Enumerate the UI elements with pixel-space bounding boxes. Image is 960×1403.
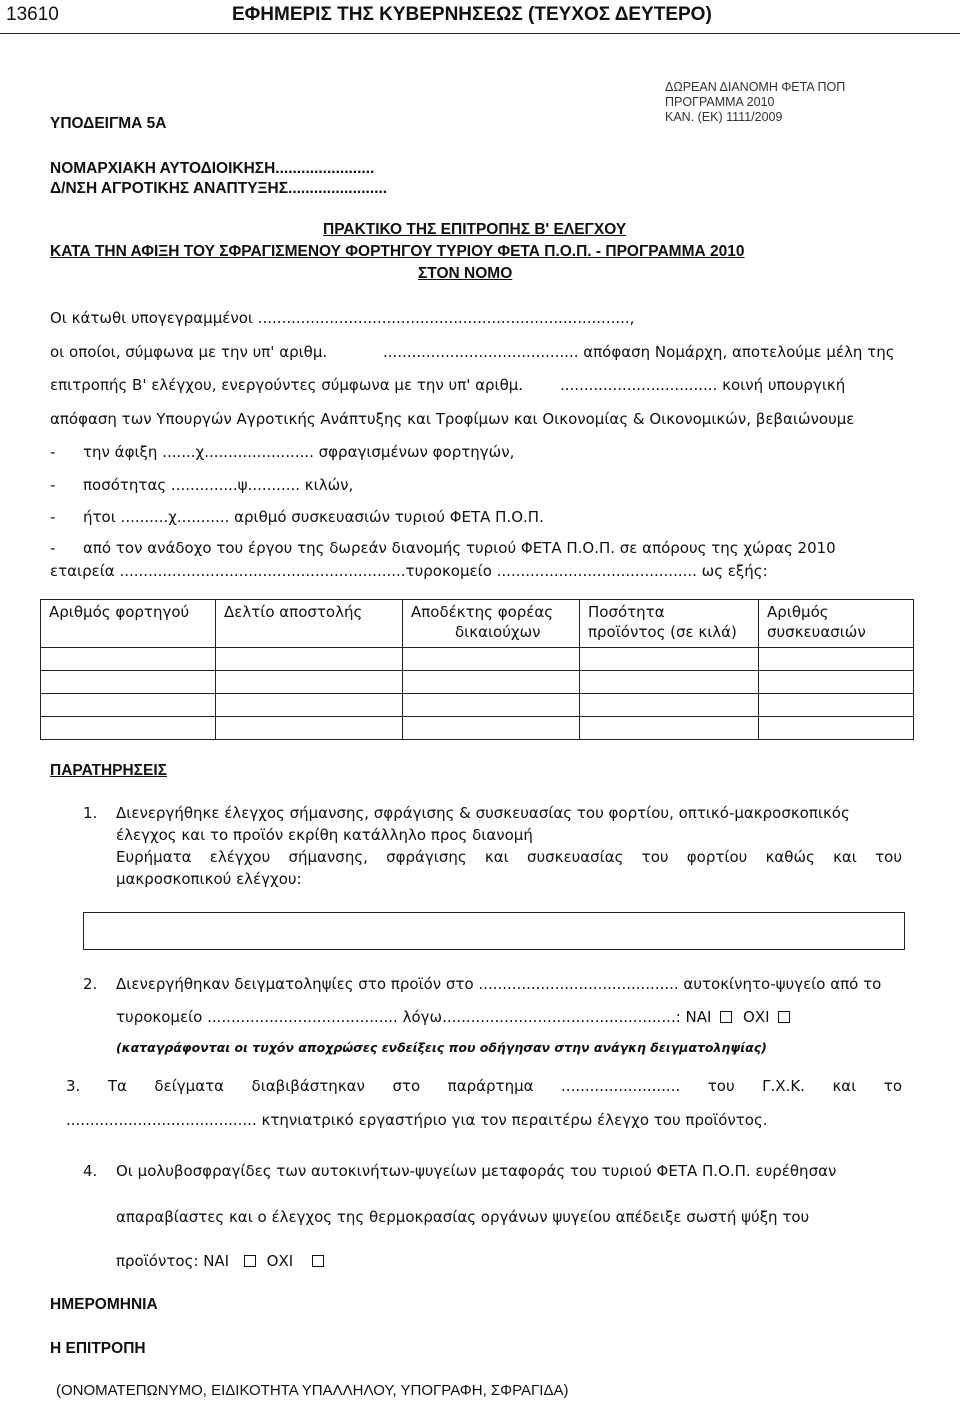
table-cell[interactable]	[759, 717, 914, 740]
yes-checkbox[interactable]	[244, 1255, 256, 1267]
trucks-table	[40, 599, 914, 740]
item-number: 2.	[83, 975, 98, 993]
corner-note-line: ΚΑΝ. (ΕΚ) 1111/2009	[665, 110, 783, 124]
remark-4-text: προϊόντος: ΝΑΙ	[116, 1252, 230, 1270]
no-checkbox[interactable]	[312, 1255, 324, 1267]
page-number: 13610	[6, 4, 59, 25]
gazette-title: ΕΦΗΜΕΡΙΣ ΤΗΣ ΚΥΒΕΡΝΗΣΕΩΣ (ΤΕΥΧΟΣ ΔΕΥΤΕΡΟ)	[232, 4, 712, 25]
remark-2-line	[116, 1008, 790, 1026]
table-cell[interactable]	[403, 648, 580, 671]
bullet-dash: -	[50, 476, 56, 494]
item-number: 1.	[83, 804, 98, 822]
signatories-line: Οι κάτωθι υπογεγραμμένοι ..............................................................................,	[50, 309, 635, 327]
directorate-line: Δ/ΝΣΗ ΑΓΡΟΤΙΚΗΣ ΑΝΑΠΤΥΞΗΣ.......................	[50, 180, 388, 197]
remark-2-text: τυροκομείο ........................................ λόγω.................................................: ΝΑΙ	[116, 1008, 712, 1026]
corner-note-line: ΔΩΡΕΑΝ ΔΙΑΝΟΜΗ ΦΕΤΑ ΠΟΠ	[665, 80, 846, 94]
corner-note	[665, 80, 845, 125]
header-text: Δελτίο αποστολής	[224, 603, 363, 621]
remark-4-line: απαραβίαστες και ο έλεγχος της θερμοκρασίας οργάνων ψυγείου απέδειξε σωστή ψύξη του	[116, 1208, 810, 1226]
bullet-dash: -	[50, 508, 56, 526]
table-cell[interactable]	[580, 694, 759, 717]
packages-line: ήτοι ..........χ........... αριθμό συσκευασιών τυριού ΦΕΤΑ Π.Ο.Π.	[83, 508, 544, 526]
table-cell[interactable]	[216, 648, 403, 671]
table-header-cell	[759, 600, 914, 648]
table-header-cell	[403, 600, 580, 648]
remark-4-line: Οι μολυβοσφραγίδες των αυτοκινήτων-ψυγείων μεταφοράς του τυριού ΦΕΤΑ Π.Ο.Π. ευρέθησαν	[116, 1162, 837, 1180]
table-cell[interactable]	[216, 671, 403, 694]
remark-1-line: Ευρήματα ελέγχου σήμανσης, σφράγισης και συσκευασίας του φορτίου καθώς και του	[116, 848, 902, 866]
table-cell[interactable]	[216, 717, 403, 740]
quantity-line: ποσότητας ..............ψ........... κιλών,	[83, 476, 354, 494]
decision-line-a: οι οποίοι, σύμφωνα με την υπ' αριθμ.	[50, 343, 328, 361]
remark-3-line: 3. Τα δείγματα διαβιβάστηκαν στο παράρτημα ......................... του Γ.Χ.Κ. και το	[66, 1077, 902, 1095]
table-cell[interactable]	[403, 671, 580, 694]
remark-3-line: ........................................ κτηνιατρικό εργαστήριο για τον περαιτέρω έλεγχο του προϊόντος.	[66, 1111, 768, 1129]
document-title: ΠΡΑΚΤΙΚΟ ΤΗΣ ΕΠΙΤΡΟΠΗΣ Β' ΕΛΕΓΧΟΥ	[323, 221, 627, 238]
table-header-cell	[41, 600, 216, 648]
signature-note: (ΟΝΟΜΑΤΕΠΩΝΥΜΟ, ΕΙΔΙΚΟΤΗΤΑ ΥΠΑΛΛΗΛΟΥ, ΥΠΟΓΡΑΦΗ, ΣΦΡΑΓΙΔΑ)	[56, 1382, 569, 1399]
table-header-cell	[580, 600, 759, 648]
table-row	[41, 671, 914, 694]
committee-line-b: ................................. κοινή υπουργική	[560, 376, 846, 394]
bullet-dash: -	[50, 443, 56, 461]
arrival-line: την άφιξη .......χ....................... σφραγισμένων φορτηγών,	[83, 443, 515, 461]
ministers-line: απόφαση των Υπουργών Αγροτικής Ανάπτυξης και Τροφίμων και Οικονομίας & Οικονομικών, βεβαιώνουμε	[50, 410, 855, 428]
no-label: ΟΧΙ	[743, 1008, 770, 1026]
table-cell[interactable]	[41, 717, 216, 740]
contractor-line: από τον ανάδοχο του έργου της δωρεάν διανομής τυριού ΦΕΤΑ Π.Ο.Π. σε απόρους της χώρας 2010	[83, 539, 836, 557]
table-row	[41, 717, 914, 740]
table-header-row	[41, 600, 914, 648]
remark-1-line: Διενεργήθηκε έλεγχος σήμανσης, σφράγισης & συσκευασίας του φορτίου, οπτικό-μακροσκοπικός	[116, 804, 850, 822]
remarks-heading: ΠΑΡΑΤΗΡΗΣΕΙΣ	[50, 762, 167, 779]
header-text: συσκευασιών	[767, 623, 866, 641]
document-subtitle-region: ΣΤΟΝ ΝΟΜΟ	[418, 265, 513, 282]
header-text: Αριθμός	[767, 603, 829, 621]
remark-4-line	[116, 1252, 324, 1270]
header-text: Αριθμός φορτηγού	[49, 603, 190, 621]
table-cell[interactable]	[41, 648, 216, 671]
header-divider	[0, 33, 960, 34]
remark-1-line: μακροσκοπικού ελέγχου:	[116, 870, 302, 888]
bullet-dash: -	[50, 539, 56, 557]
table-header-cell	[216, 600, 403, 648]
header-text: δικαιούχων	[455, 623, 541, 641]
table-row	[41, 694, 914, 717]
table-cell[interactable]	[41, 671, 216, 694]
remark-2-line: Διενεργήθηκαν δειγματοληψίες στο προϊόν στο .......................................... αυτοκίνητο-ψυγείο από το	[116, 975, 882, 993]
table-cell[interactable]	[41, 694, 216, 717]
table-cell[interactable]	[580, 717, 759, 740]
authority-line: ΝΟΜΑΡΧΙΑΚΗ ΑΥΤΟΔΙΟΙΚΗΣΗ.......................	[50, 160, 375, 177]
committee-line-a: επιτροπής Β' ελέγχου, ενεργούντες σύμφωνα με την υπ' αριθμ.	[50, 376, 524, 394]
committee-label: Η ΕΠΙΤΡΟΠΗ	[50, 1340, 146, 1357]
company-line: εταιρεία ............................................................τυροκομείο .......................................... ως εξής:	[50, 562, 768, 580]
no-checkbox[interactable]	[778, 1011, 790, 1023]
header-text: Αποδέκτης φορέας	[411, 603, 554, 621]
no-label: ΟΧΙ	[266, 1252, 294, 1270]
decision-line-b: ......................................... απόφαση Νομάρχη, αποτελούμε μέλη της	[383, 343, 895, 361]
item-number: 4.	[83, 1162, 98, 1180]
findings-box[interactable]	[83, 912, 905, 950]
header-text: Ποσότητα	[588, 603, 665, 621]
table-cell[interactable]	[580, 648, 759, 671]
table-cell[interactable]	[759, 648, 914, 671]
header-text: προϊόντος (σε κιλά)	[588, 623, 737, 641]
table-cell[interactable]	[759, 694, 914, 717]
document-subtitle: ΚΑΤΑ ΤΗΝ ΑΦΙΞΗ ΤΟΥ ΣΦΡΑΓΙΣΜΕΝΟΥ ΦΟΡΤΗΓΟΥ ΤΥΡΙΟΥ ΦΕΤΑ Π.Ο.Π. - ΠΡΟΓΡΑΜΜΑ 2010	[50, 243, 745, 260]
model-label: ΥΠΟΔΕΙΓΜΑ 5Α	[50, 115, 167, 132]
corner-note-line: ΠΡΟΓΡΑΜΜΑ 2010	[665, 95, 775, 109]
table-cell[interactable]	[580, 671, 759, 694]
date-label: ΗΜΕΡΟΜΗΝΙΑ	[50, 1296, 158, 1313]
table-row	[41, 648, 914, 671]
table-cell[interactable]	[216, 694, 403, 717]
yes-checkbox[interactable]	[720, 1011, 732, 1023]
table-cell[interactable]	[403, 694, 580, 717]
table-cell[interactable]	[403, 717, 580, 740]
remark-1-line: έλεγχος και το προϊόν εκρίθη κατάλληλο προς διανομή	[116, 826, 533, 844]
sampling-note: (καταγράφονται οι τυχόν αποχρώσες ενδείξεις που οδήγησαν στην ανάγκη δειγματοληψίας)	[116, 1040, 767, 1055]
table-cell[interactable]	[759, 671, 914, 694]
